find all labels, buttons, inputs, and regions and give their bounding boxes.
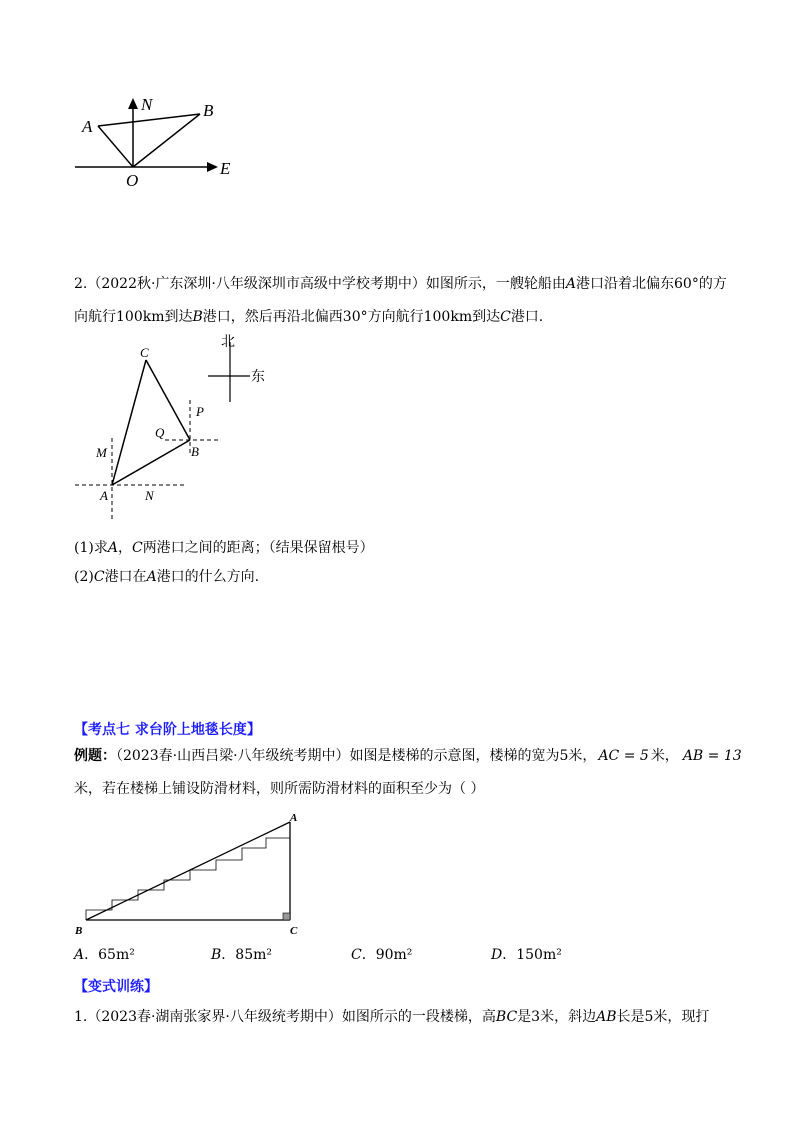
fig2-label-a: A bbox=[100, 488, 108, 503]
option-d[interactable]: D．150m² bbox=[491, 947, 562, 963]
fig2-label-m: M bbox=[96, 445, 107, 460]
sub2-suffix: 港口的什么方向. bbox=[156, 569, 260, 585]
sub2-mid: 港口在 bbox=[104, 569, 147, 585]
section-7-heading: 【考点七 求台阶上地毯长度】 bbox=[74, 722, 261, 738]
q2-line2-e: 到达 bbox=[472, 309, 501, 325]
q2-point-c: C bbox=[500, 309, 511, 325]
fig2-label-b: B bbox=[191, 444, 199, 459]
axis-e-arrow bbox=[207, 162, 218, 172]
fig3-label-c: C bbox=[290, 925, 298, 937]
q2-line1-prefix: 2.（2022秋·广东深圳·八年级深圳市高级中学校考期中）如图所示，一艘轮船由 bbox=[74, 276, 566, 292]
option-c[interactable]: C．90m² bbox=[351, 947, 413, 963]
variant-q1-prefix: 1.（2023春·湖南张家界·八年级统考期中）如图所示的一段楼梯，高 bbox=[74, 1009, 496, 1025]
segment-oa bbox=[98, 126, 133, 167]
variant-q1-line-1 bbox=[74, 1007, 709, 1027]
variant-heading: 【变式训练】 bbox=[74, 979, 158, 995]
q2-line2-a: 向航行 bbox=[74, 309, 116, 325]
q2-distance-1: 100km bbox=[116, 309, 165, 325]
right-angle-mark bbox=[283, 913, 290, 920]
sub1-c: C bbox=[131, 540, 143, 556]
variant-q1-ab: AB bbox=[596, 1009, 617, 1025]
variant-q1-bc: BC bbox=[495, 1009, 518, 1025]
q2-line2-c: 港口，然后再沿北偏西 bbox=[202, 309, 343, 325]
fig2-label-p: P bbox=[196, 404, 204, 419]
variant-q1-mid2: 长是5米，现打 bbox=[616, 1009, 710, 1025]
example-label: 例题： bbox=[74, 748, 116, 764]
sub-question-1 bbox=[74, 538, 374, 558]
option-d-value: 150m² bbox=[516, 947, 562, 963]
segment-ab bbox=[98, 114, 200, 126]
q2-point-b: B bbox=[192, 309, 203, 325]
option-c-letter: C bbox=[351, 947, 362, 963]
q2-distance-2: 100km bbox=[423, 309, 473, 325]
q2-line1-mid: 港口沿着北偏东 bbox=[576, 276, 675, 292]
stair-hypotenuse-ab bbox=[86, 822, 290, 920]
fig1-label-e: E bbox=[220, 159, 231, 178]
fig2-label-east: 东 bbox=[251, 370, 265, 385]
q2-point-a: A bbox=[565, 276, 577, 292]
figure-3-staircase bbox=[70, 808, 310, 938]
fig3-label-a: A bbox=[290, 812, 298, 824]
example-ac: AC = 5 bbox=[598, 748, 649, 764]
fig2-label-c: C bbox=[140, 345, 149, 360]
q2-line2-d: 方向航行 bbox=[367, 309, 424, 325]
figure-2-ports-diagram bbox=[70, 330, 290, 525]
sub1-comma: ， bbox=[117, 540, 132, 556]
axis-n-arrow bbox=[128, 98, 138, 109]
sub1-suffix: 两港口之间的距离；（结果保留根号） bbox=[142, 540, 374, 556]
variant-q1-mid1: 是3米，斜边 bbox=[517, 1009, 597, 1025]
example-line-1 bbox=[74, 746, 742, 766]
q2-angle-2: 30° bbox=[342, 309, 368, 325]
sub1-prefix: (1)求 bbox=[74, 540, 108, 556]
fig1-label-n: N bbox=[141, 95, 153, 114]
segment-cb bbox=[146, 360, 190, 440]
fig2-label-n: N bbox=[145, 488, 154, 503]
fig3-label-b: B bbox=[75, 925, 83, 937]
option-a-letter: A bbox=[74, 947, 85, 963]
sub2-c: C bbox=[93, 569, 105, 585]
option-b[interactable]: B．85m² bbox=[211, 947, 272, 963]
fig2-label-north: 北 bbox=[221, 335, 235, 350]
sub2-prefix: (2) bbox=[74, 569, 94, 585]
sub1-a: A bbox=[107, 540, 118, 556]
segment-ac bbox=[112, 360, 146, 485]
option-b-value: 85m² bbox=[235, 947, 272, 963]
example-line-2 bbox=[74, 779, 484, 799]
q2-line2-b: 到达 bbox=[164, 309, 193, 325]
fig1-label-b: B bbox=[203, 101, 214, 120]
segment-ab bbox=[112, 440, 190, 485]
option-b-letter: B bbox=[211, 947, 222, 963]
sub2-a: A bbox=[146, 569, 157, 585]
q2-angle-1: 60° bbox=[674, 276, 699, 292]
option-d-letter: D bbox=[491, 947, 503, 963]
option-c-value: 90m² bbox=[375, 947, 413, 963]
example-text-1: （2023春·山西吕梁·八年级统考期中）如图是楼梯的示意图，楼梯的宽为5米， bbox=[116, 748, 597, 764]
q2-line2-f: 港口. bbox=[510, 309, 544, 325]
example-unit-1: 米， bbox=[650, 748, 679, 764]
fig2-label-q: Q bbox=[155, 425, 165, 440]
q2-line-2 bbox=[74, 307, 543, 327]
example-line-2-text: 米，若在楼梯上铺设防滑材料，则所需防滑材料的面积至少为（ ） bbox=[74, 781, 485, 797]
sub-question-2 bbox=[74, 567, 259, 587]
example-ab: AB = 13 bbox=[682, 748, 742, 764]
q2-line1-suffix: 的方 bbox=[698, 276, 727, 292]
fig1-label-o: O bbox=[126, 171, 139, 190]
option-a[interactable]: A．65m² bbox=[74, 947, 135, 963]
segment-ob bbox=[133, 114, 200, 167]
fig1-label-a: A bbox=[82, 117, 93, 136]
option-a-value: 65m² bbox=[98, 947, 135, 963]
figure-1-direction-diagram bbox=[70, 92, 250, 192]
q2-line-1 bbox=[74, 274, 727, 294]
